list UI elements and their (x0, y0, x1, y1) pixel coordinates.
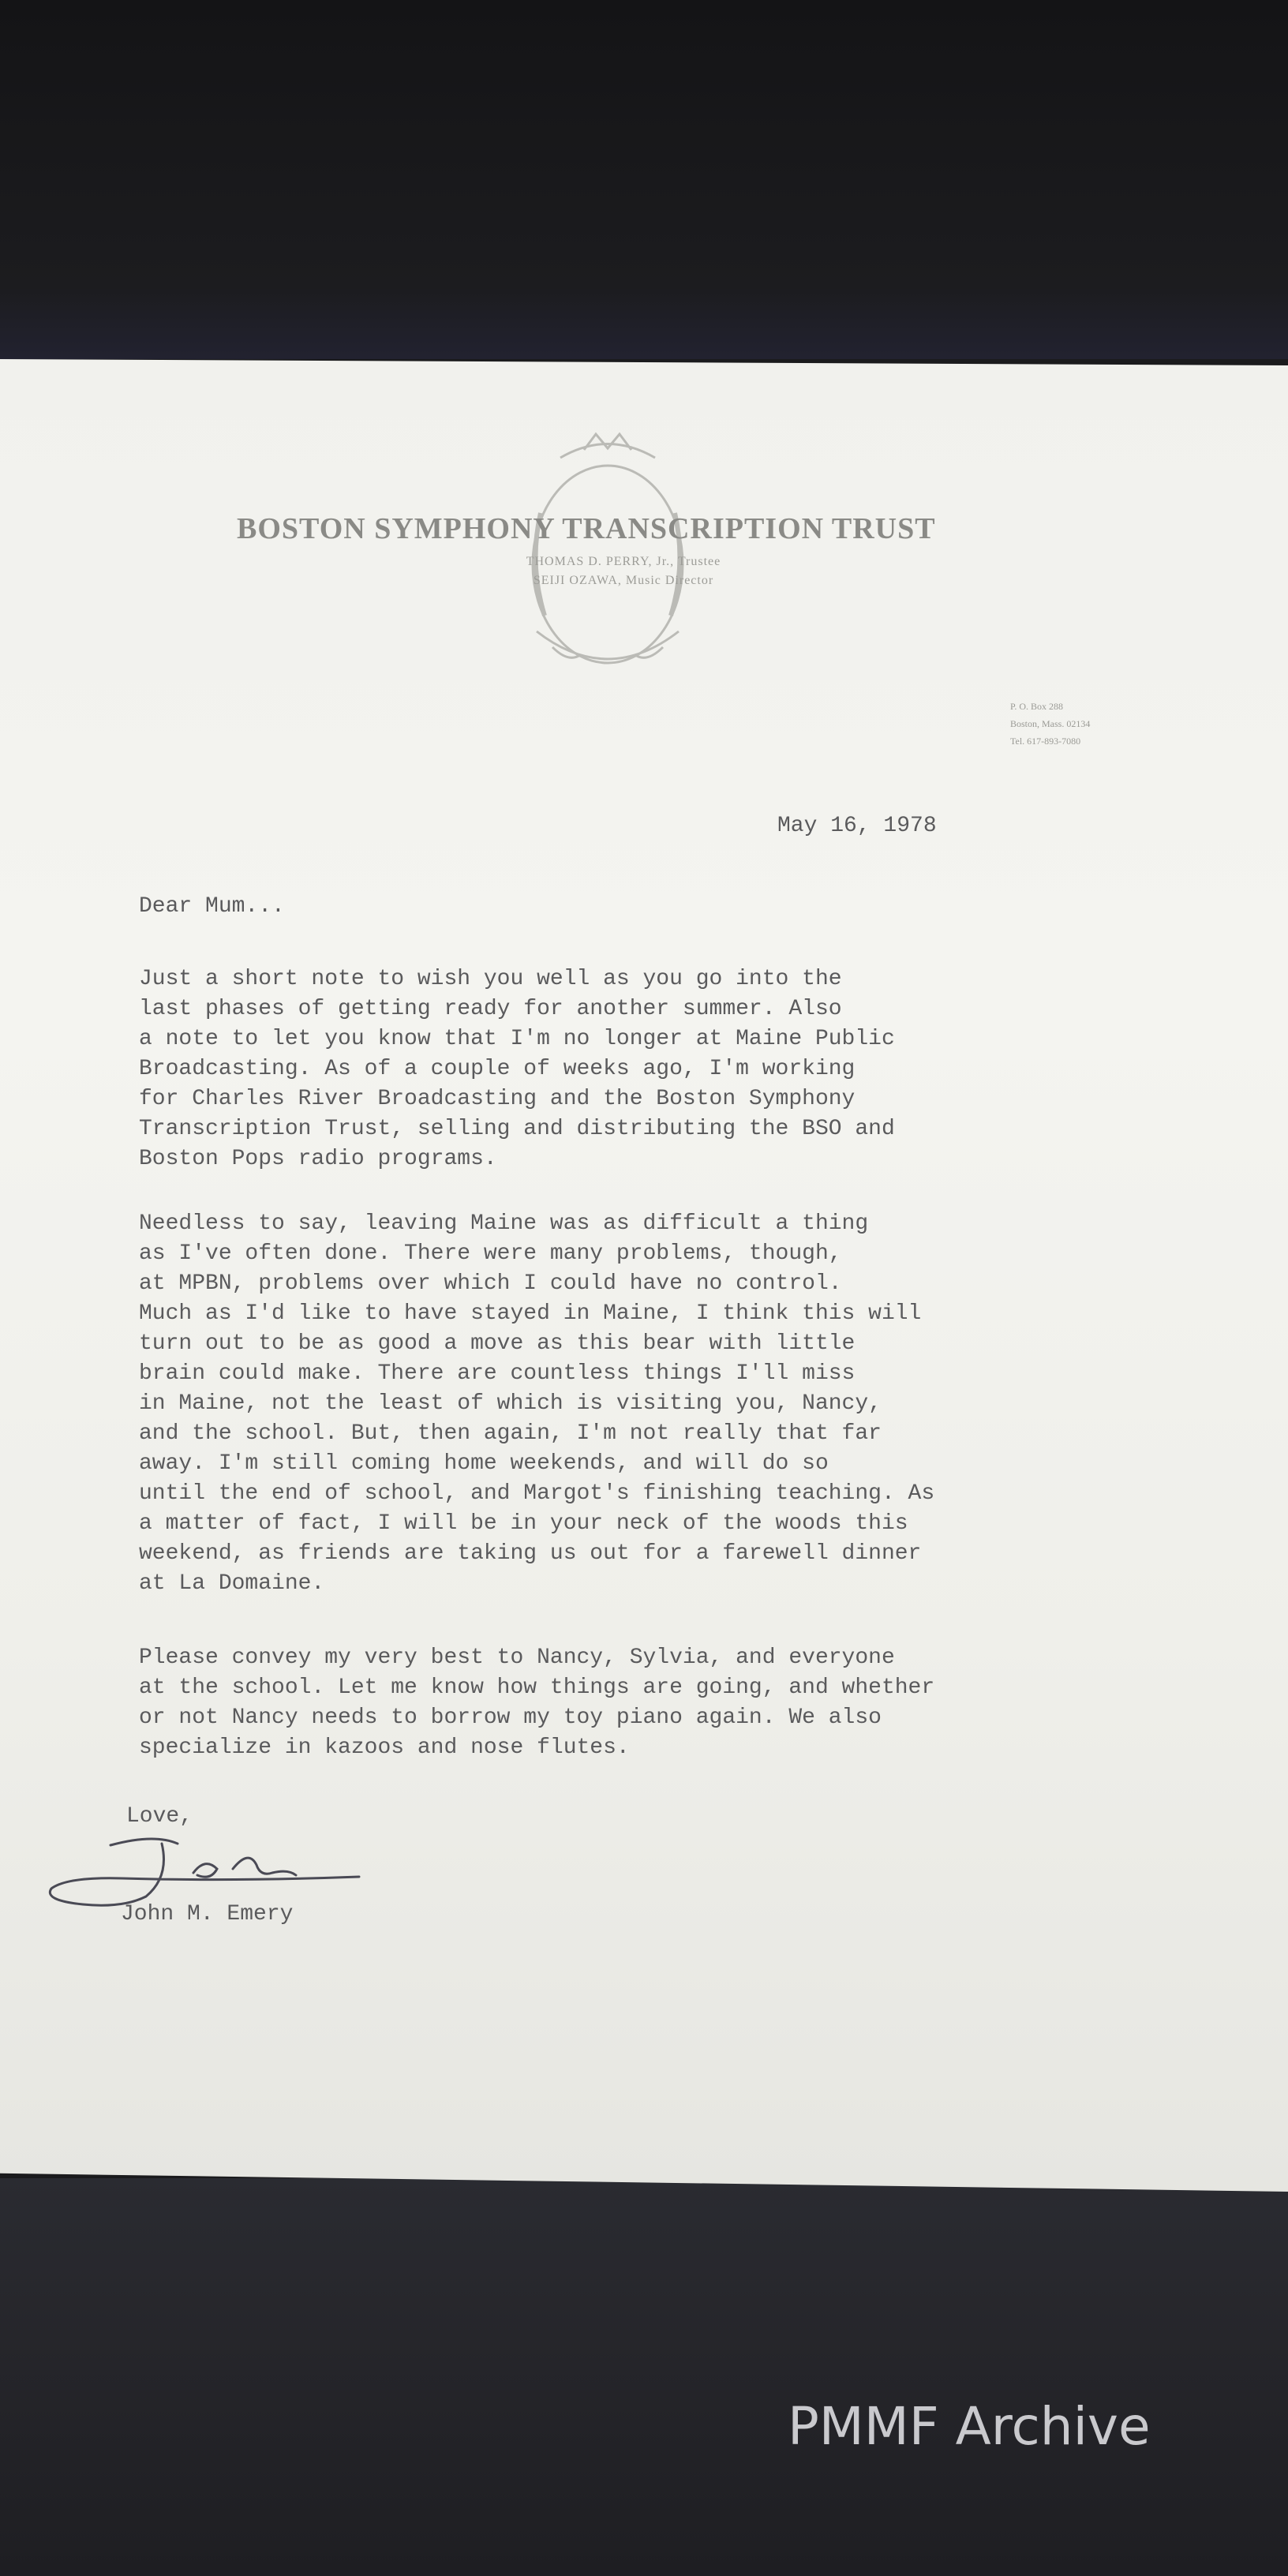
paragraph-line: for Charles River Broadcasting and the Boston Symphony (139, 1087, 856, 1111)
paragraph-line: a note to let you know that I'm no longer at Maine Public (139, 1027, 895, 1051)
paragraph-line: last phases of getting ready for another summer. Also (139, 997, 842, 1021)
paragraph-line: Transcription Trust, selling and distributing the BSO and (139, 1117, 895, 1141)
paragraph-line: specialize in kazoos and nose flutes. (139, 1735, 630, 1760)
letterhead-director: SEIJI OZAWA, Music Director (533, 574, 714, 587)
paragraph-line: at the school. Let me know how things are going, and whether (139, 1676, 935, 1700)
address-line: Tel. 617-893-7080 (1010, 736, 1081, 747)
paragraph-line: at La Domaine. (139, 1571, 325, 1596)
paragraph-line: brain could make. There are countless things I'll miss (139, 1361, 856, 1386)
letterhead-trustee: THOMAS D. PERRY, Jr., Trustee (526, 555, 721, 568)
paragraph-line: Needless to say, leaving Maine was as difficult a thing (139, 1211, 869, 1236)
paragraph-line: and the school. But, then again, I'm not really that far (139, 1421, 882, 1446)
paragraph-line: at MPBN, problems over which I could have no control. (139, 1271, 842, 1296)
paragraph-line: Broadcasting. As of a couple of weeks ago, I'm working (139, 1057, 856, 1081)
background-bottom (0, 2178, 1288, 2576)
address-line: Boston, Mass. 02134 (1010, 718, 1091, 729)
salutation: Dear Mum... (139, 894, 285, 919)
paragraph-line: until the end of school, and Margot's finishing teaching. As (139, 1481, 935, 1506)
address-line: P. O. Box 288 (1010, 701, 1064, 712)
paragraph-line: a matter of fact, I will be in your neck of the woods this (139, 1511, 908, 1536)
letter-date: May 16, 1978 (777, 814, 937, 838)
background-top (0, 0, 1288, 359)
archive-watermark: PMMF Archive (788, 2396, 1151, 2457)
paragraph-line: away. I'm still coming home weekends, and will do so (139, 1451, 829, 1476)
paragraph-line: Boston Pops radio programs. (139, 1147, 497, 1171)
paragraph-line: in Maine, not the least of which is visiting you, Nancy, (139, 1391, 882, 1416)
letterhead-organization: BOSTON SYMPHONY TRANSCRIPTION TRUST (237, 512, 936, 545)
paragraph-line: Much as I'd like to have stayed in Maine, I think this will (139, 1301, 922, 1326)
paragraph-2 (139, 1209, 1023, 1599)
paragraph-line: or not Nancy needs to borrow my toy piano again. We also (139, 1705, 882, 1730)
paragraph-line: Please convey my very best to Nancy, Sylvia, and everyone (139, 1646, 895, 1670)
paragraph-3 (139, 1643, 1023, 1763)
paragraph-line: Just a short note to wish you well as you go into the (139, 967, 842, 991)
paragraph-line: weekend, as friends are taking us out for a farewell dinner (139, 1541, 922, 1566)
paragraph-1 (139, 964, 1023, 1174)
paragraph-line: as I've often done. There were many problems, though, (139, 1241, 842, 1266)
paragraph-line: turn out to be as good a move as this bear with little (139, 1331, 856, 1356)
closing: Love, (126, 1804, 193, 1829)
signed-name: John M. Emery (121, 1902, 294, 1926)
